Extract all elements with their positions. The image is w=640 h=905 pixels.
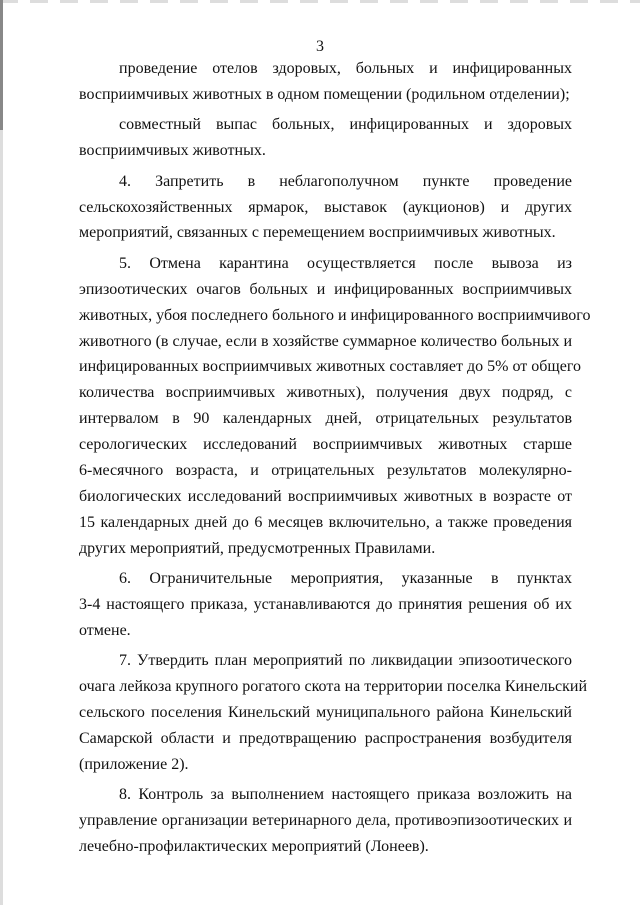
text-line: количества восприимчивых животных), получения двух подряд, с	[79, 384, 572, 402]
paragraph	[79, 782, 572, 860]
text-line: 6-месячного возраста, и отрицательных результатов молекулярно-	[79, 462, 572, 480]
text-line: лечебно-профилактических мероприятий (Лонеев).	[79, 838, 429, 856]
text-line: 6. Ограничительные мероприятия, указанные в пунктах	[119, 570, 572, 588]
text-line: проведение отелов здоровых, больных и инфицированных	[119, 60, 572, 77]
paragraph	[79, 112, 572, 164]
text-line: восприимчивых животных в одном помещении (родильном отделении);	[79, 85, 570, 103]
text-line: эпизоотических очагов больных и инфицированных восприимчивых	[79, 280, 572, 298]
text-line: сельскохозяйственных ярмарок, выставок (аукционов) и других	[79, 198, 572, 216]
text-line: интервалом в 90 календарных дней, отрицательных результатов	[79, 410, 572, 428]
text-line: животных, убоя последнего больного и инфицированного восприимчивого	[79, 306, 591, 324]
text-line: 5. Отмена карантина осуществляется после вывоза из	[119, 254, 572, 272]
scan-edge-top	[0, 0, 640, 3]
text-line: 7. Утвердить план мероприятий по ликвидации эпизоотического	[119, 652, 572, 670]
paragraph	[79, 169, 572, 247]
paragraph	[79, 648, 587, 778]
text-line: 15 календарных дней до 6 месяцев включительно, а также проведения	[79, 513, 572, 531]
text-line: 8. Контроль за выполнением настоящего приказа возложить на	[119, 786, 572, 804]
text-line: (приложение 2).	[79, 756, 189, 774]
scan-edge-left	[0, 0, 3, 905]
text-line: других мероприятий, предусмотренных Правилами.	[79, 539, 436, 557]
text-line: отмене.	[79, 622, 131, 640]
text-line: сельского поселения Кинельский муниципального района Кинельский	[79, 704, 572, 722]
text-line: управление организации ветеринарного дела, противоэпизоотических и	[79, 812, 572, 830]
text-line: 3-4 настоящего приказа, устанавливаются до принятия решения об их	[79, 596, 572, 614]
paragraph	[79, 251, 591, 562]
paragraph	[79, 566, 572, 644]
text-line: животного (в случае, если в хозяйстве суммарное количество больных и	[79, 332, 573, 350]
text-line: инфицированных восприимчивых животных составляет до 5% от общего	[79, 358, 581, 376]
paragraph	[79, 56, 572, 108]
text-line: очага лейкоза крупного рогатого скота на территории поселка Кинельский	[79, 678, 587, 696]
page-number: 3	[316, 38, 324, 55]
text-line: Самарской области и предотвращению распространения возбудителя	[79, 730, 572, 748]
text-line: 4. Запретить в неблагополучном пункте проведение	[119, 172, 572, 190]
document-body	[79, 56, 591, 865]
text-line: серологических исследований восприимчивых животных старше	[79, 436, 572, 454]
text-line: восприимчивых животных.	[79, 142, 266, 160]
text-line: биологических исследований восприимчивых животных в возрасте от	[79, 488, 572, 505]
text-line: совместный выпас больных, инфицированных и здоровых	[119, 116, 572, 134]
text-line: мероприятий, связанных с перемещением восприимчивых животных.	[79, 224, 556, 242]
